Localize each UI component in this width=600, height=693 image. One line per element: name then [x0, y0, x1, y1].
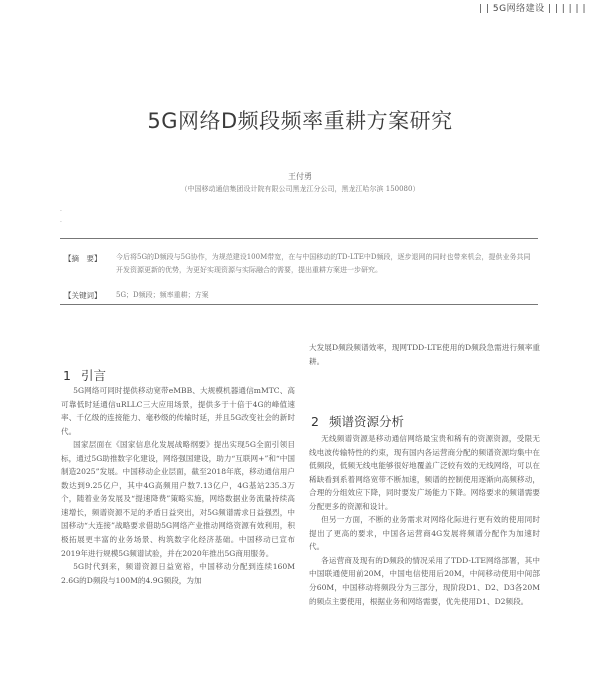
paper-title: 5G网络D频段频率重耕方案研究 — [147, 109, 453, 133]
spectrum-body — [309, 432, 540, 608]
section-number: 1 — [63, 368, 71, 383]
author-name: 王付勇 — [288, 172, 312, 181]
intro-body — [61, 384, 295, 587]
paragraph: 5G网络可同时提供移动宽带eMBB、大规模机器通信mMTC、高可靠低时延通信uRLLC三大应用场景，提供多于十倍于4G的峰值速率、千亿级的连接能力、毫秒级的传输时延，并且5G改变社会的新时代。 — [61, 386, 295, 436]
abstract-top-rule — [60, 238, 538, 239]
decorative-dots: · — [60, 208, 62, 215]
section-number: 2 — [311, 414, 319, 429]
section-heading-intro — [63, 366, 106, 384]
journal-section-tag: | | 5G网络建设 | | | | | | — [479, 4, 586, 14]
abstract-bottom-rule — [60, 304, 538, 305]
author-affiliation: （中国移动通信集团设计院有限公司黑龙江分公司，黑龙江哈尔滨 150080） — [180, 185, 420, 193]
paragraph: 各运营商及现有的D频段的情况采用了TDD-LTE网络部署，其中中国联通使用前20M，中国电信使用后20M，中间移动使用中间部分60M，中国移动将频段分为三部分，现阶段D1、D2、D3各20M的频点主要使用，根据业务和网络需要，优先使用D1、D2频段。 — [309, 555, 540, 606]
paragraph: 无线频谱资源是移动通信网络最宝贵和稀有的资源资源，受限无线电波传输特性的约束，现有国内各运营商分配的频谱资源均集中在低频段，低频无线电能够很好地覆盖广泛较有效的无线网络，可以在稀缺看到系着网络宽带不断加速，频谱的控制使用逐渐向高频移动，合理的分组效应下降，同时要发广场能力下降。网络要求的频谱需要分配更多的资源和设计。 — [309, 434, 540, 511]
paragraph: 但另一方面，不断的业务需求对网络化际进行更有效的使用同时提出了更高的要求，中国各运营商4G发展将频谱分配作为加速时代。 — [309, 515, 540, 552]
abstract-label: 【摘 要】 — [64, 254, 102, 263]
section-title: 频谱资源分析 — [328, 414, 404, 429]
abstract-text: 今后将5G的D频段与5G协作，为规范建设100M带宽，在与中国移动的TD-LTE中D频段，逐步退网的同时也带来机会，提供业务共同开发资源更新的优势，为更好实现资源与实际融合的需要，提出重耕方案进一步研究。 — [116, 253, 531, 274]
section-heading-spectrum — [311, 412, 404, 430]
keywords-text: 5G；D频段；频率重耕；方案 — [116, 291, 209, 299]
paragraph: 国家层面在《国家信息化发展战略纲要》提出实现5G全面引领目标，通过5G助推数字化建设，网络强国建设，助力“互联网+”和“中国制造2025”发展。中国移动企业层面，截至2018年底，移动通信用户数达到9.25亿户，其中4G高频用户数7.13亿户，4G基站235.3万个，随着业务发展及“提速降费”策略实施，网络数据业务流量持续高速增长，频谱资源不足的矛盾日益突出，对5G频谱需求日益强烈，中国移动“大连接”战略要求借助5G网络产业推动网络资源有效利用，积极拓展更丰富的业务场景、构筑数字化经济基础。中国移动已宣布2019年进行规模5G频谱试验，并在2020年推出5G商用服务。 — [61, 440, 295, 558]
section-title: 引言 — [80, 368, 106, 383]
paragraph: 5G时代到来，频谱资源日益宽裕，中国移动分配到连续160M 2.6G的D频段与100M的4.9G频段，为加 — [61, 562, 295, 585]
intro-continuation — [309, 341, 540, 368]
paragraph: 大发展D频段频谱效率，现网TDD-LTE使用的D频段急需进行频率重耕。 — [309, 343, 540, 366]
decorative-dots: · — [60, 219, 62, 226]
keywords-label: 【关键词】 — [64, 291, 102, 300]
